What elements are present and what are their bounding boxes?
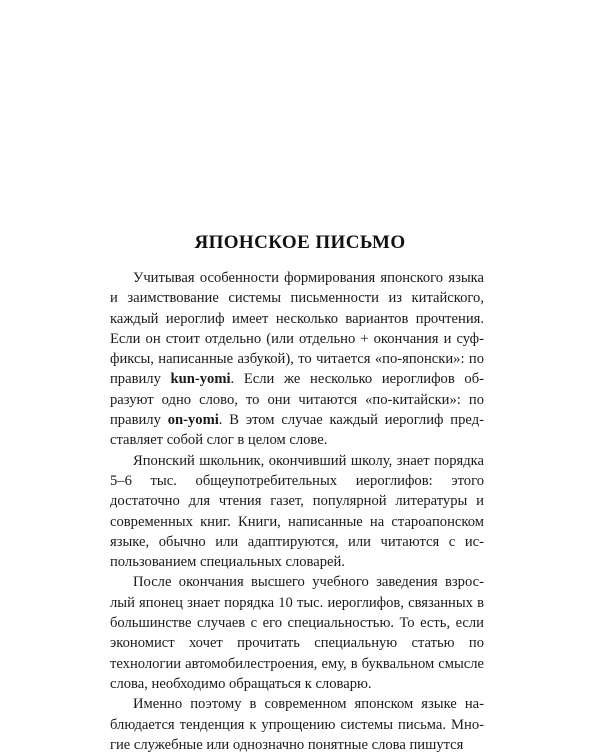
paragraph-1-part-a: Учитывая особенности формирования японского языка и заимствование системы письменности из китайского, каждый иероглиф имеет несколько вариантов прочтения. Если он стоит отдельно (или отдельно + окончания и суффиксы, написанные азбукой), то читается «по-японски»: по правилу <box>110 270 484 388</box>
chapter-heading: ЯПОНСКОЕ ПИСЬМО <box>194 232 406 253</box>
body-text <box>110 268 484 755</box>
paragraph-4: Именно поэтому в современном японском языке наблюдается тенденция к упрощению системы письма. Многие служебные или однозначно понятные слова пишутся <box>110 696 484 753</box>
paragraph-1-part-b: . Если же несколько иероглифов образуют одно слово, то они читаются «по-китайски»: по правилу <box>110 371 484 429</box>
paragraph-3: После окончания высшего учебного заведения взрослый японец знает порядка 10 тыс. иероглифов, связанных в большинстве случаев с его специальностью. То есть, если экономист хочет прочитать специальную статью по технологии автомобилестроения, ему, в буквальном смысле слова, необходимо обращаться к словарю. <box>110 574 484 692</box>
paragraph-1-part-c: . В этом случае каждый иероглиф представляет собой слог в целом слове. <box>110 412 485 449</box>
paragraph-1 <box>110 268 484 451</box>
term-kun-yomi: kun-yomi <box>170 371 231 388</box>
term-on-yomi: on-yomi <box>167 412 219 429</box>
paragraph-2: Японский школьник, окончивший школу, знает порядка 5–6 тыс. общеупотребительных иероглифов: этого достаточно для чтения газет, популярной литературы и современных книг. Книги, написанные на староaпонском языке, обычно или адаптируются, или читаются с использованием специальных словарей. <box>110 452 484 571</box>
